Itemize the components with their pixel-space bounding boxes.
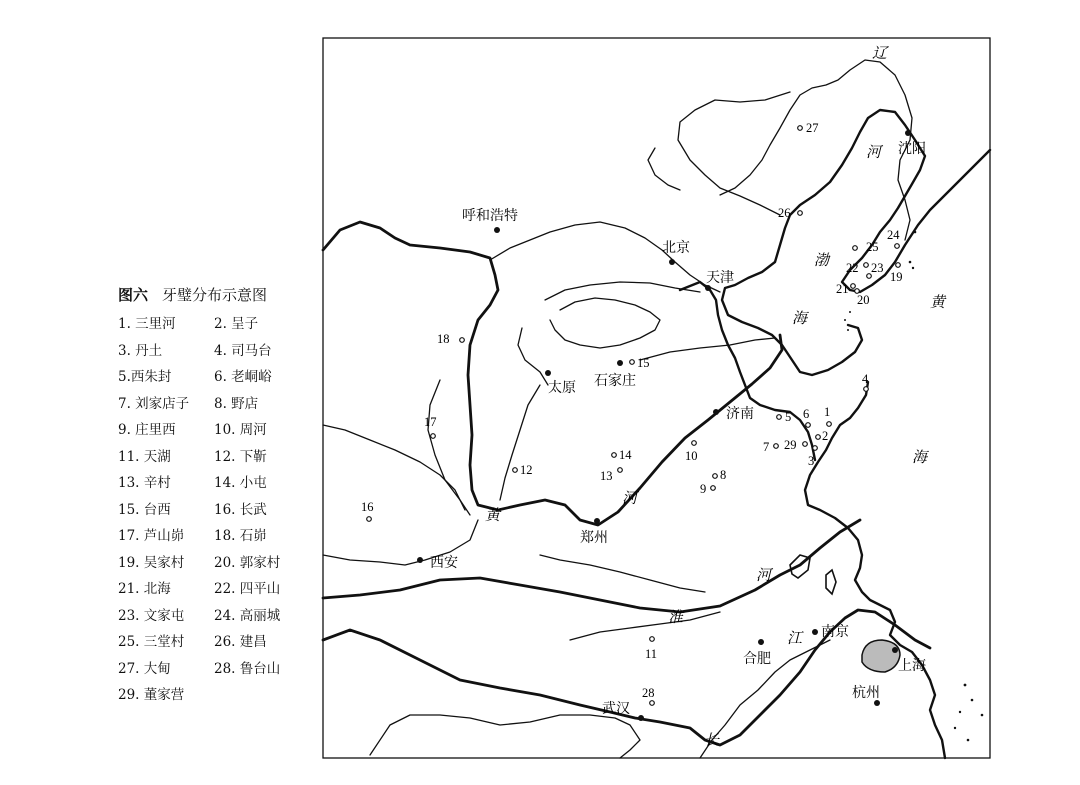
legend-entry: 27. 大甸 [118,660,171,677]
site-16-marker [367,517,372,522]
site-16-label: 16 [361,500,374,514]
site-markers [367,126,901,706]
legend-entry: 16. 长武 [214,501,267,518]
legend-entry: 20. 郭家村 [214,554,281,571]
daling-river [678,92,790,215]
site-13-label: 13 [600,469,613,483]
site-1-label: 1 [824,405,831,419]
yellow-river-label-1: 黄 [485,506,501,524]
hutuo-river [545,282,700,300]
site-4-marker [864,387,869,392]
yangtze-label-1: 长 [704,731,720,749]
yongding-river [550,298,660,348]
site-5-label: 5 [785,410,792,424]
site-10-marker [692,441,697,446]
legend-entry: 1. 三里河 [118,316,176,332]
legend-entry: 8. 野店 [214,395,259,412]
site-10-label: 10 [685,449,698,463]
yellow-sea-label-1: 黄 [930,293,946,311]
fen-upper [518,328,548,385]
northern-river [648,148,680,190]
site-11-label: 11 [645,647,658,661]
tianjin-label: 天津 [706,270,734,286]
zhengzhou-label: 郑州 [580,530,608,546]
site-labels [361,121,903,700]
site-8-label: 8 [720,468,727,482]
site-19-label: 19 [890,270,903,284]
site-14-label: 14 [619,448,632,462]
site-9-label: 9 [700,482,707,496]
site-12-marker [513,468,518,473]
legend-entry: 25. 三堂村 [118,634,185,650]
legend-entry: 5.西朱封 [118,369,172,385]
site-6-marker [806,423,811,428]
legend-entry: 29. 董家营 [118,687,185,703]
site-22-label: 22 [846,261,859,275]
taihu-lake [862,640,900,672]
legend-entry: 22. 四平山 [214,581,281,597]
hai-river [490,222,720,292]
ying-river [570,612,720,640]
yangtze-label-2: 江 [787,629,803,647]
site-26-label: 26 [778,206,791,220]
yellow-river [323,222,782,525]
site-2-marker [816,435,821,440]
yellow-river-label-2: 河 [622,489,638,507]
site-14-marker [612,453,617,458]
jing-river [323,425,465,510]
legend-entry: 28. 鲁台山 [214,660,281,677]
legend-entry: 19. 吴家村 [118,554,185,571]
site-26-marker [798,211,803,216]
liao-river-label-2: 河 [866,143,882,161]
site-7-label: 7 [763,440,770,454]
site-17-label: 17 [424,415,437,429]
beijing-dot [669,259,675,265]
gaoyou-lake [826,570,836,594]
huhehaote-dot [494,227,500,233]
xian-label: 西安 [430,555,458,571]
shenyang-dot [905,130,911,136]
shijiazhuang-dot [617,360,623,366]
site-3-marker [813,446,818,451]
huhehaote-label: 呼和浩特 [462,208,518,224]
wuhan-label: 武汉 [602,701,630,717]
site-25-marker [853,246,858,251]
nanjing-dot [812,629,818,635]
huai-tributary [540,555,705,592]
zhengzhou-dot [594,518,600,524]
legend-entry: 23. 文家屯 [118,607,185,624]
jinan-label: 济南 [726,406,754,422]
yellow-sea-label-2: 海 [912,448,928,466]
site-19-marker [896,263,901,268]
legend-entry: 21. 北海 [118,581,171,597]
legend-entry: 11. 天湖 [118,448,171,465]
site-6-label: 6 [803,407,810,421]
site-12-label: 12 [520,463,533,477]
taiyuan-dot [545,370,551,376]
figure-number: 图六 [118,286,149,304]
legend-entry: 6. 老峒峪 [214,369,272,385]
legend-entry: 3. 丹土 [118,342,163,359]
huai-river-label-2: 河 [756,566,772,584]
nanjing-label: 南京 [821,624,849,640]
site-21-label: 21 [836,282,849,296]
site-20-label: 20 [857,293,870,307]
site-22-marker [864,263,869,268]
site-24-marker [895,244,900,249]
bohai-label-2: 海 [792,309,808,327]
luo-river-north [428,380,470,515]
site-27-marker [798,126,803,131]
site-29-label: 29 [784,438,797,452]
beijing-label: 北京 [662,240,690,256]
site-13-marker [618,468,623,473]
site-8-marker [713,474,718,479]
coastline [722,110,990,375]
fen-river [500,385,540,500]
site-21-marker [851,284,856,289]
legend-entry: 18. 石峁 [214,528,267,544]
legend-entry: 10. 周河 [214,422,267,438]
city-labels [430,141,926,717]
site-27-label: 27 [806,121,819,135]
liao-river-label-1: 辽 [872,44,888,62]
jinan-dot [713,409,719,415]
legend-entry: 15. 台西 [118,501,171,518]
site-28-label: 28 [642,686,655,700]
shenyang-label: 沈阳 [898,141,926,157]
wuhan-dot [638,715,644,721]
legend-entry: 24. 高丽城 [214,607,281,624]
bohai-label-1: 渤 [814,251,830,269]
figure-caption: 牙璧分布示意图 [162,286,268,304]
site-7-marker [774,444,779,449]
legend-entry: 13. 辛村 [118,475,171,491]
shanghai-label: 上海 [898,658,926,674]
legend-entry: 26. 建昌 [214,634,267,650]
shanghai-dot [892,647,898,653]
han-river [370,715,640,758]
legend-entry: 7. 刘家店子 [118,395,190,412]
site-3-label: 3 [808,454,815,468]
site-15-marker [630,360,635,365]
legend-entry: 17. 芦山峁 [118,528,185,544]
site-28-marker [650,701,655,706]
site-11-marker [650,637,655,642]
site-18-label: 18 [437,332,450,346]
legend-entry: 14. 小屯 [214,475,267,491]
site-29-marker [803,442,808,447]
legend-entry: 4. 司马台 [214,342,272,359]
hefei-dot [758,639,764,645]
site-23-label: 23 [871,261,884,275]
legend-entry: 9. 庄里西 [118,422,176,438]
huai-river-label-1: 淮 [668,608,684,626]
site-15-label: 15 [637,356,650,370]
shijiazhuang-label: 石家庄 [594,373,636,389]
site-9-marker [711,486,716,491]
site-18-marker [460,338,465,343]
site-4-label: 4 [862,372,869,386]
site-1-marker [827,422,832,427]
site-17-marker [431,434,436,439]
taiyuan-label: 太原 [548,380,576,396]
site-2-label: 2 [822,429,829,443]
site-25-label: 25 [866,240,879,254]
zhang-river [640,338,775,360]
xian-dot [417,557,423,563]
site-24-label: 24 [887,228,900,242]
hangzhou-label: 杭州 [852,685,880,701]
legend-entry: 2. 呈子 [214,316,259,332]
hefei-label: 合肥 [743,651,771,667]
legend-entry: 12. 下靳 [214,448,267,465]
liao-river [720,60,912,240]
site-5-marker [777,415,782,420]
